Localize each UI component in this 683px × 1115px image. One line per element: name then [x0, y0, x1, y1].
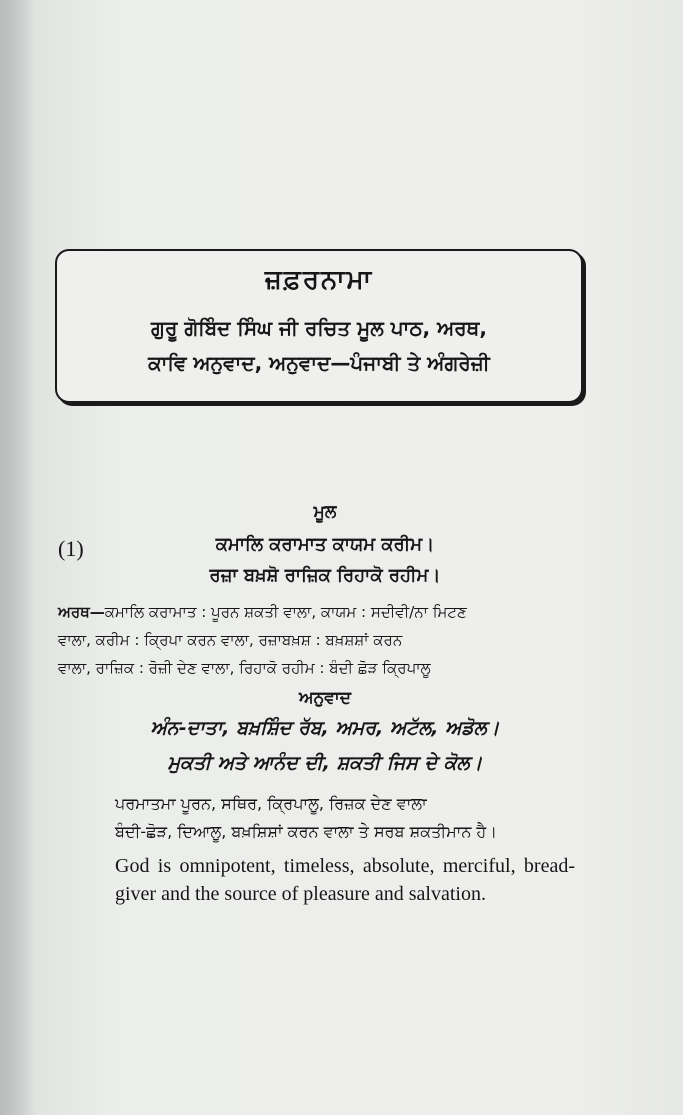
subtitle-line: ਕਾਵਿ ਅਨੁਵਾਦ, ਅਨੁਵਾਦ—ਪੰਜਾਬੀ ਤੇ ਅੰਗਰੇਜ਼ੀ [148, 351, 490, 375]
prose-line: ਪਰਮਾਤਮਾ ਪੂਰਨ, ਸਥਿਰ, ਕ੍ਰਿਪਾਲੂ, ਰਿਜ਼ਕ ਦੇਣ ਵਾਲਾ [115, 794, 427, 813]
meaning-line: ਵਾਲਾ, ਰਾਜ਼ਿਕ : ਰੋਜ਼ੀ ਦੇਣ ਵਾਲਾ, ਰਿਹਾਕੋ ਰਹੀਮ : ਬੰਦੀ ਛੋੜ ਕ੍ਰਿਪਾਲੂ [58, 659, 431, 677]
anuvad-line: ਮੁਕਤੀ ਅਤੇ ਆਨੰਦ ਦੀ, ਸ਼ਕਤੀ ਜਿਸ ਦੇ ਕੋਲ। [167, 752, 483, 774]
page-title: ਜ਼ਫ਼ਰਨਾਮਾ [264, 265, 374, 295]
meaning-line: ਵਾਲਾ, ਕਰੀਮ : ਕ੍ਰਿਪਾ ਕਰਨ ਵਾਲਾ, ਰਜ਼ਾਬਖ਼ਸ਼ : ਬਖ਼ਸ਼ਸ਼ਾਂ ਕਰਨ [58, 631, 403, 649]
mool-heading: ਮੂਲ [313, 502, 337, 522]
meaning-text: ਕਮਾਲਿ ਕਰਾਮਾਤ : ਪੂਰਨ ਸ਼ਕਤੀ ਵਾਲਾ, ਕਾਯਮ : ਸਦੀਵੀ/ਨਾ ਮਿਟਣ [104, 603, 467, 621]
english-translation: God is omnipotent, timeless, absolute, merciful, bread-giver and the source of pleasure and salvation. [115, 855, 575, 905]
prose-line: ਬੰਦੀ-ਛੋੜ, ਦਿਆਲੂ, ਬਖ਼ਸ਼ਿਸ਼ਾਂ ਕਰਨ ਵਾਲਾ ਤੇ ਸਰਬ ਸ਼ਕਤੀਮਾਨ ਹੈ। [115, 822, 498, 841]
anuvad-heading: ਅਨੁਵਾਦ [298, 688, 351, 708]
meaning-block [58, 598, 578, 682]
page-subtitle [67, 311, 571, 381]
anuvad-line: ਅੰਨ-ਦਾਤਾ, ਬਖ਼ਸ਼ਿੰਦ ਰੱਬ, ਅਮਰ, ਅਟੱਲ, ਅਡੋਲ। [150, 717, 500, 739]
verse-number: (1) [58, 536, 84, 561]
verse-line: ਰਜ਼ਾ ਬਖ਼ਸ਼ੋ ਰਾਜ਼ਿਕ ਰਿਹਾਕੋ ਰਹੀਮ। [209, 565, 441, 586]
subtitle-line: ਗੁਰੂ ਗੋਬਿੰਦ ਸਿੰਘ ਜੀ ਰਚਿਤ ਮੂਲ ਪਾਠ, ਅਰਥ, [151, 316, 487, 340]
verse-line: ਕਮਾਲਿ ਕਰਾਮਾਤ ਕਾਯਮ ਕਰੀਮ। [215, 534, 435, 555]
punjabi-translation [115, 790, 580, 846]
title-box [55, 249, 583, 403]
meaning-line [58, 598, 578, 626]
meaning-label: ਅਰਥ— [58, 603, 105, 621]
